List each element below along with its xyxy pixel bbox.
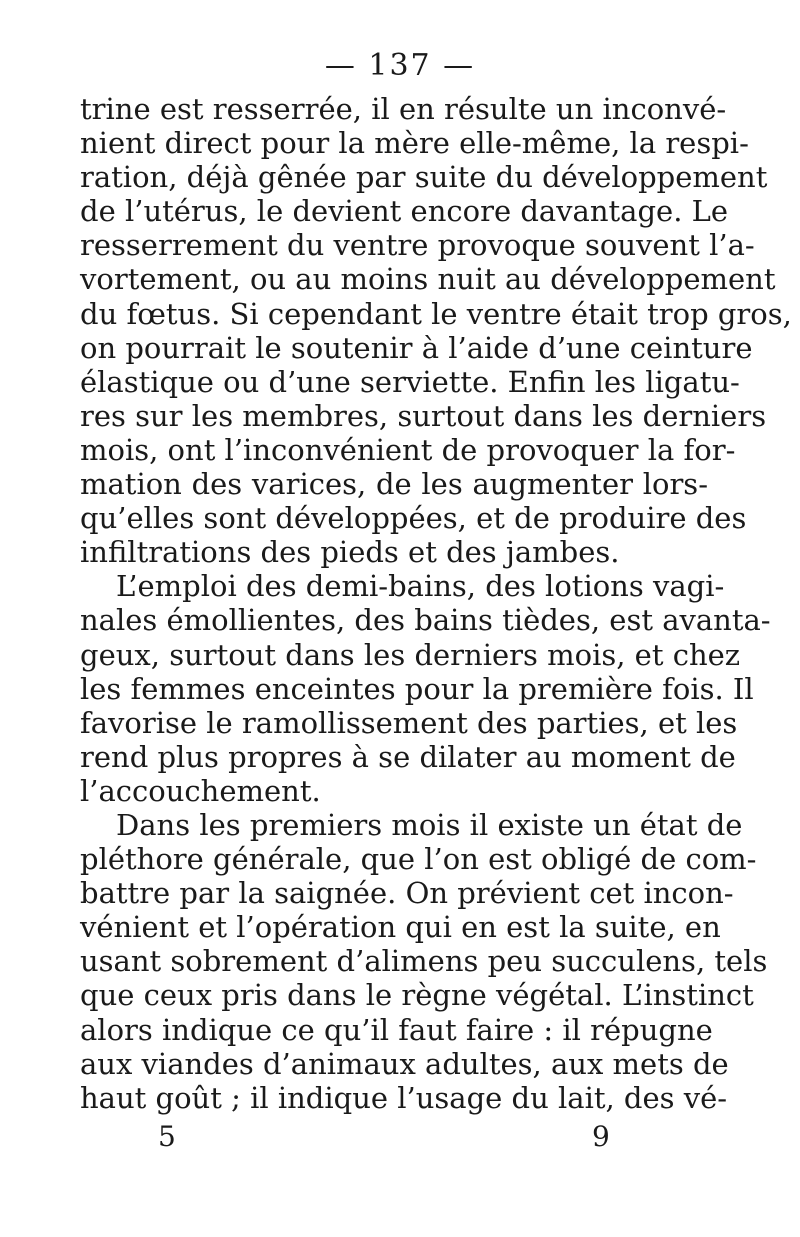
text-line: usant sobrement d’alimens peu succulens, tels (80, 944, 768, 979)
text-line: nient direct pour la mère elle-même, la respi- (80, 126, 749, 161)
text-line: Dans les premiers mois il existe un état de (116, 807, 743, 842)
text-line: res sur les membres, surtout dans les derniers (80, 398, 767, 433)
page-footer (0, 1120, 800, 1160)
text-line: geux, surtout dans les derniers mois, et chez (80, 637, 741, 672)
text-line: battre par la saignée. On prévient cet incon- (80, 876, 734, 911)
text-line: resserrement du ventre provoque souvent l’a- (80, 228, 755, 263)
text-line: ration, déjà gênée par suite du développement (80, 160, 768, 195)
text-line: pléthore générale, que l’on est obligé de com- (80, 842, 757, 877)
text-line: alors indique ce qu’il faut faire : il répugne (80, 1012, 713, 1047)
text-line: rend plus propres à se dilater au moment de (80, 739, 736, 774)
page-number: — 137 — (324, 48, 476, 83)
text-line: favorise le ramollissement des parties, et les (80, 705, 738, 740)
text-line: on pourrait le soutenir à l’aide d’une ceinture (80, 330, 753, 365)
text-line: que ceux pris dans le règne végétal. L’instinct (80, 978, 754, 1013)
text-line: trine est resserrée, il en résulte un inconvé- (80, 92, 727, 126)
text-line: infiltrations des pieds et des jambes. (80, 535, 620, 570)
text-line: qu’elles sont développées, et de produire des (80, 501, 747, 536)
text-line: aux viandes d’animaux adultes, aux mets de (80, 1046, 729, 1081)
text-line: vénient et l’opération qui en est la suite, en (80, 910, 721, 945)
text-line: l’accouchement. (80, 773, 321, 808)
text-line: élastique ou d’une serviette. Enfin les ligatu- (80, 364, 740, 399)
text-line: haut goût ; il indique l’usage du lait, des vé- (80, 1080, 728, 1115)
signature-mark-left: 5 (158, 1120, 176, 1153)
text-line: mation des varices, de les augmenter lors- (80, 467, 708, 502)
signature-mark-right: 9 (592, 1120, 610, 1153)
body-text (80, 92, 792, 1115)
text-line: L’emploi des demi-bains, des lotions vagi- (116, 569, 725, 604)
text-line: les femmes enceintes pour la première fois. Il (80, 671, 754, 706)
text-line: mois, ont l’inconvénient de provoquer la for- (80, 432, 736, 467)
text-line: de l’utérus, le devient encore davantage. Le (80, 194, 729, 229)
text-line: nales émollientes, des bains tièdes, est avanta- (80, 603, 771, 638)
text-line: du fœtus. Si cependant le ventre était trop gros, (80, 296, 792, 331)
text-line: vortement, ou au moins nuit au développement (80, 262, 776, 297)
